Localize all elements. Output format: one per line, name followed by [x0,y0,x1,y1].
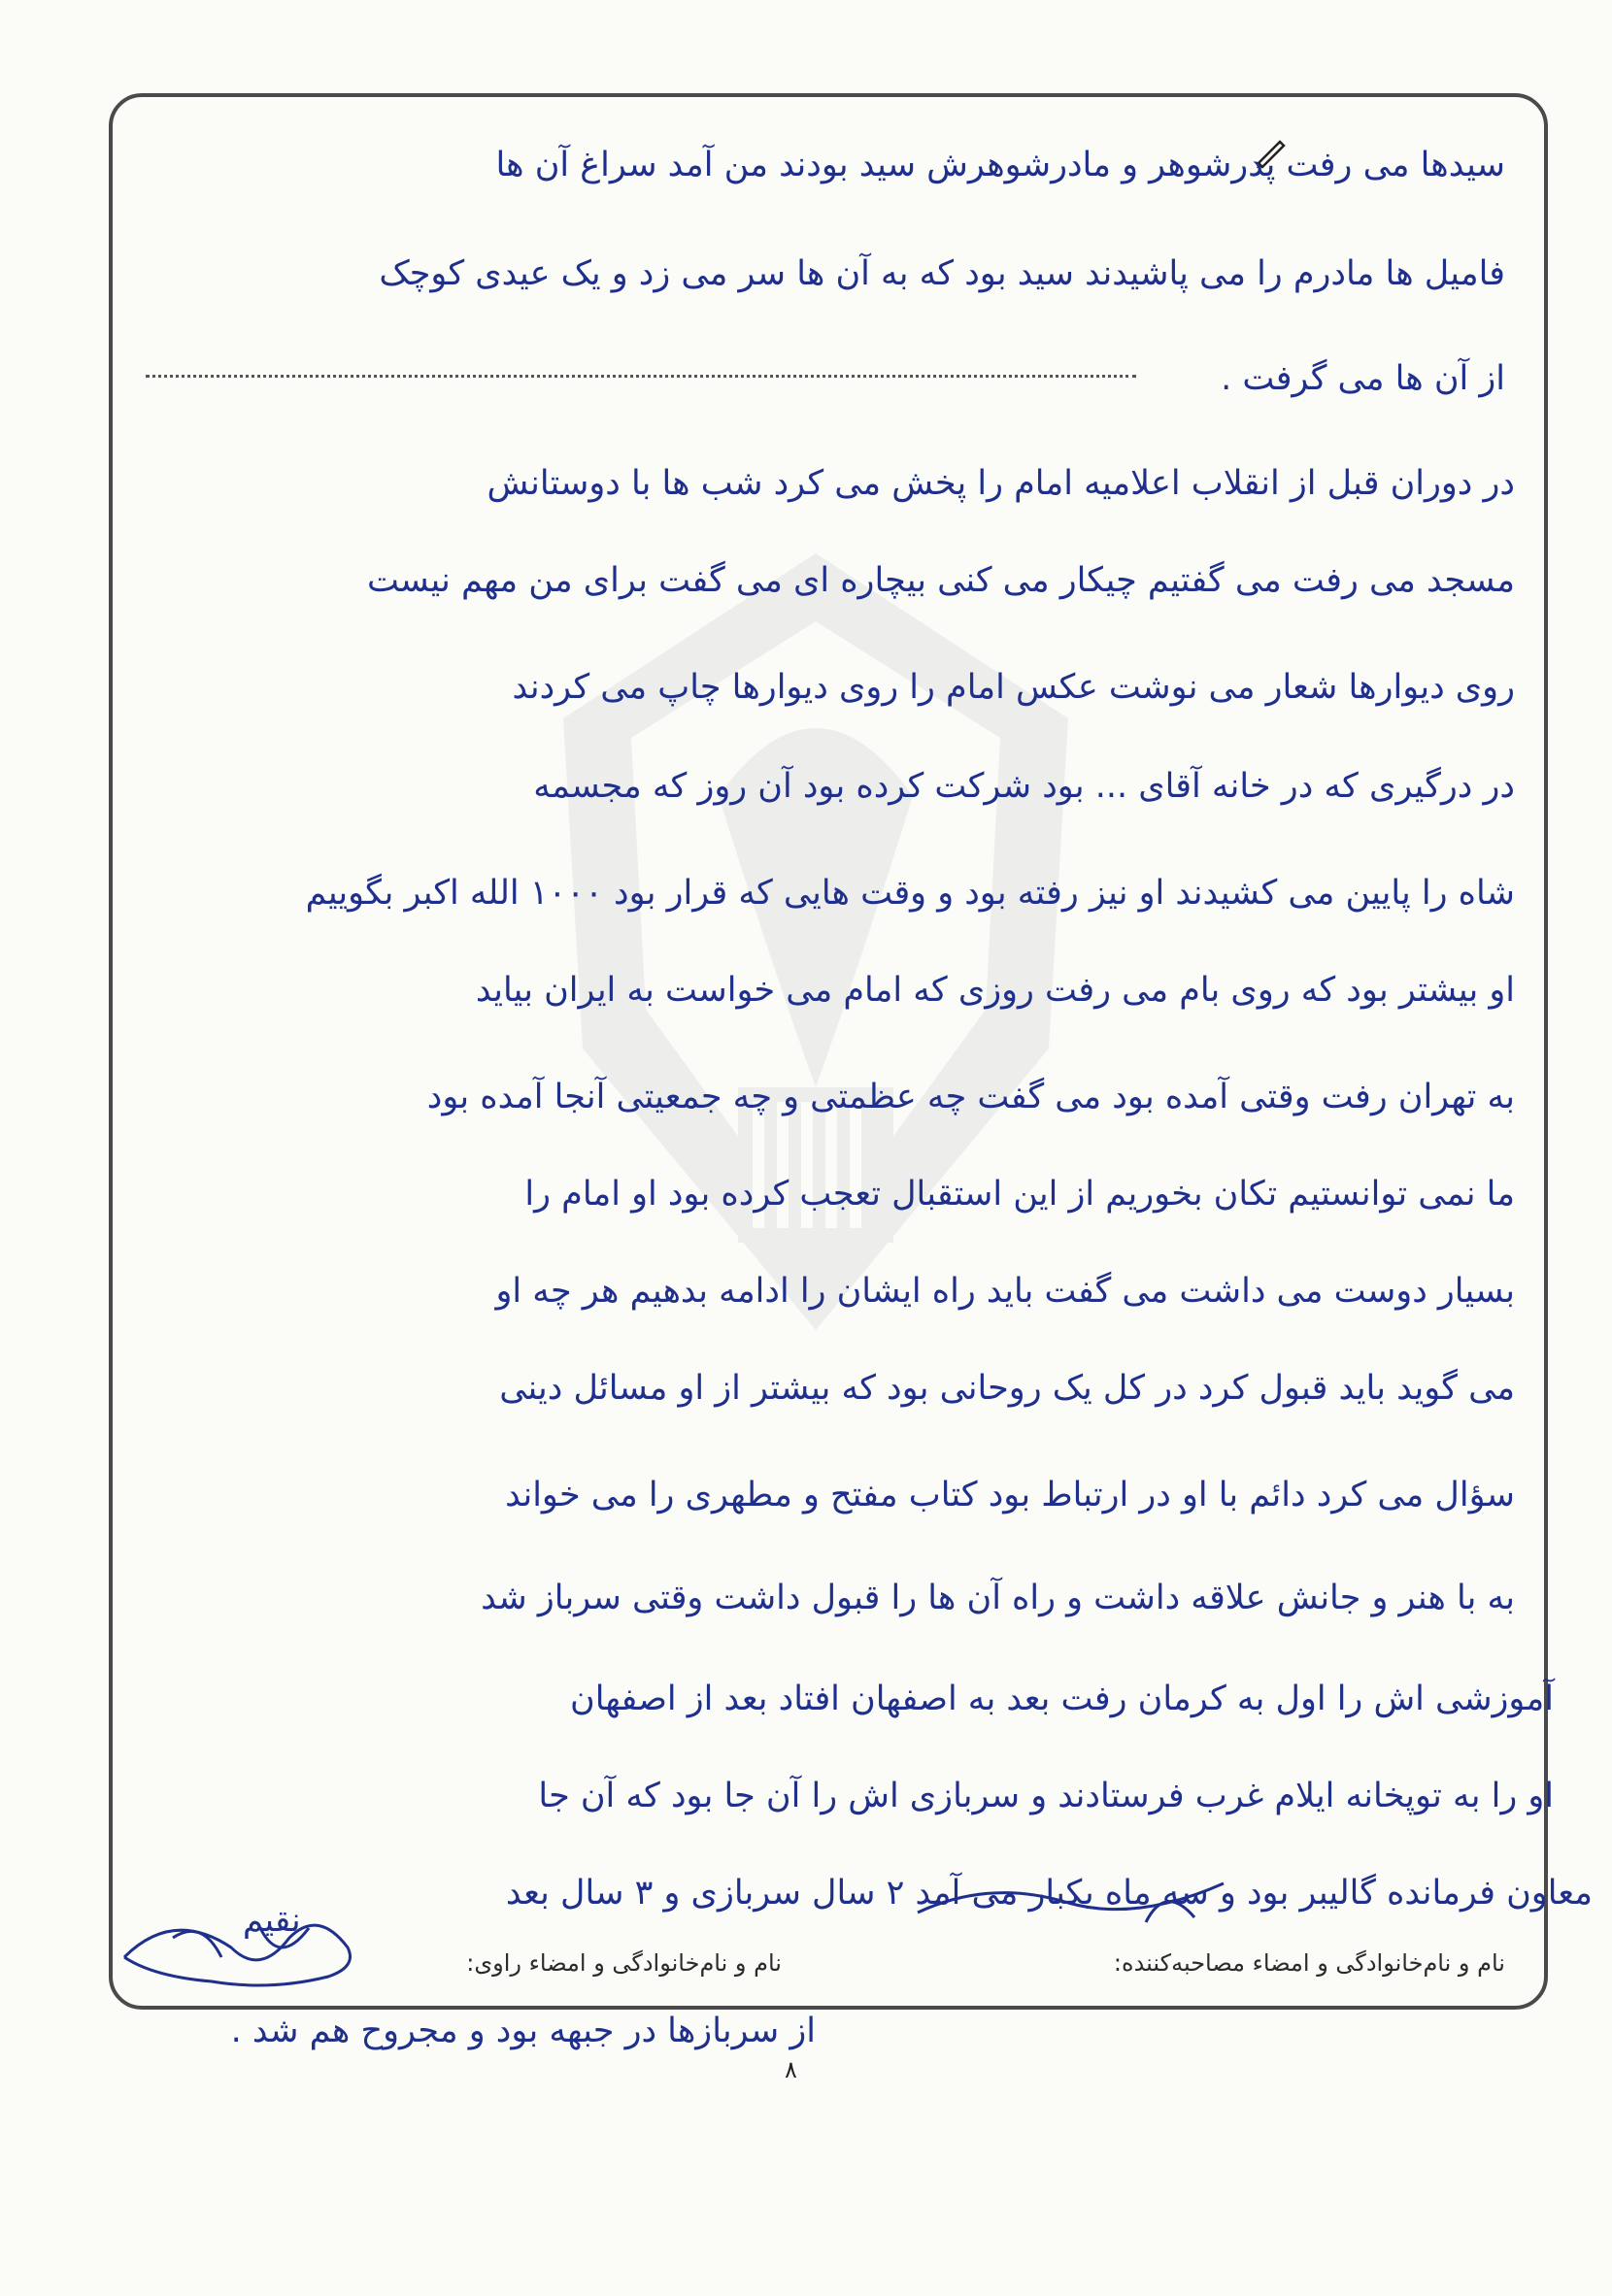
narrator-signature-label: نام و نام‌خانوادگی و امضاء راوی: [466,1949,782,1977]
handwritten-line: سؤال می کرد دائم با او در ارتباط بود کتاب مفتح و مطهری را می خواند [505,1476,1515,1514]
handwritten-line: او را به توپخانه ایلام غرب فرستادند و سربازی اش را آن جا بود که آن جا [538,1777,1554,1815]
page-number: ۸ [785,2056,797,2083]
interviewer-signature-icon [913,1874,1233,1932]
handwritten-line: سیدها می رفت پدرشوهر و مادرشوهرش سید بودند من آمد سراغ آن ها [495,146,1505,184]
handwritten-line: فامیل ها مادرم را می پاشیدند سید بود که به آن ها سر می زد و یک عیدی کوچک [379,254,1505,293]
handwritten-line: به تهران رفت وقتی آمده بود می گفت چه عظمتی و چه جمعیتی آنجا آمده بود [426,1078,1515,1116]
handwritten-line: به با هنر و جانش علاقه داشت و راه آن ها را قبول داشت وقتی سرباز شد [481,1579,1515,1617]
handwritten-line: بسیار دوست می داشت می گفت باید راه ایشان را ادامه بدهیم هر چه او [495,1272,1515,1311]
handwritten-line: از آن ها می گرفت . [1221,359,1505,398]
handwritten-line: شاه را پایین می کشیدند او نیز رفته بود و وقت هایی که قرار بود ۱۰۰۰ الله اکبر بگوییم [305,874,1515,913]
narrator-signature-text: نقیم [243,1901,301,1940]
handwritten-line: آموزشی اش را اول به کرمان رفت بعد به اصفهان افتاد بعد از اصفهان [569,1680,1554,1718]
blank-dotted-line [146,375,1136,378]
handwritten-line: در دوران قبل از انقلاب اعلامیه امام را پخش می کرد شب ها با دوستانش [487,464,1515,503]
handwritten-line: در درگیری که در خانه آقای ... بود شرکت کرده بود آن روز که مجسمه [533,767,1515,806]
handwritten-line: او بیشتر بود که روی بام می رفت روزی که امام می خواست به ایران بیاید [475,971,1515,1010]
handwritten-line: می گوید باید قبول کرد در کل یک روحانی بود که بیشتر از او مسائل دینی [499,1369,1515,1408]
interviewer-signature-label: نام و نام‌خانوادگی و امضاء مصاحبه‌کننده: [1113,1949,1505,1977]
handwritten-line: روی دیوارها شعار می نوشت عکس امام را روی دیوارها چاپ می کردند [512,668,1515,707]
handwritten-line: ما نمی توانستیم تکان بخوریم از این استقبال تعجب کرده بود او امام را [524,1175,1515,1214]
handwritten-line: مسجد می رفت می گفتیم چیکار می کنی بیچاره ای می گفت برای من مهم نیست [366,561,1515,600]
handwritten-line: معاون فرمانده گالیبر بود و سه ماه یکبار می آمد ۲ سال سربازی و ۳ سال بعد [505,1874,1593,1913]
continuation-line: از سربازها در جبهه بود و مجروح هم شد . [230,2012,816,2050]
